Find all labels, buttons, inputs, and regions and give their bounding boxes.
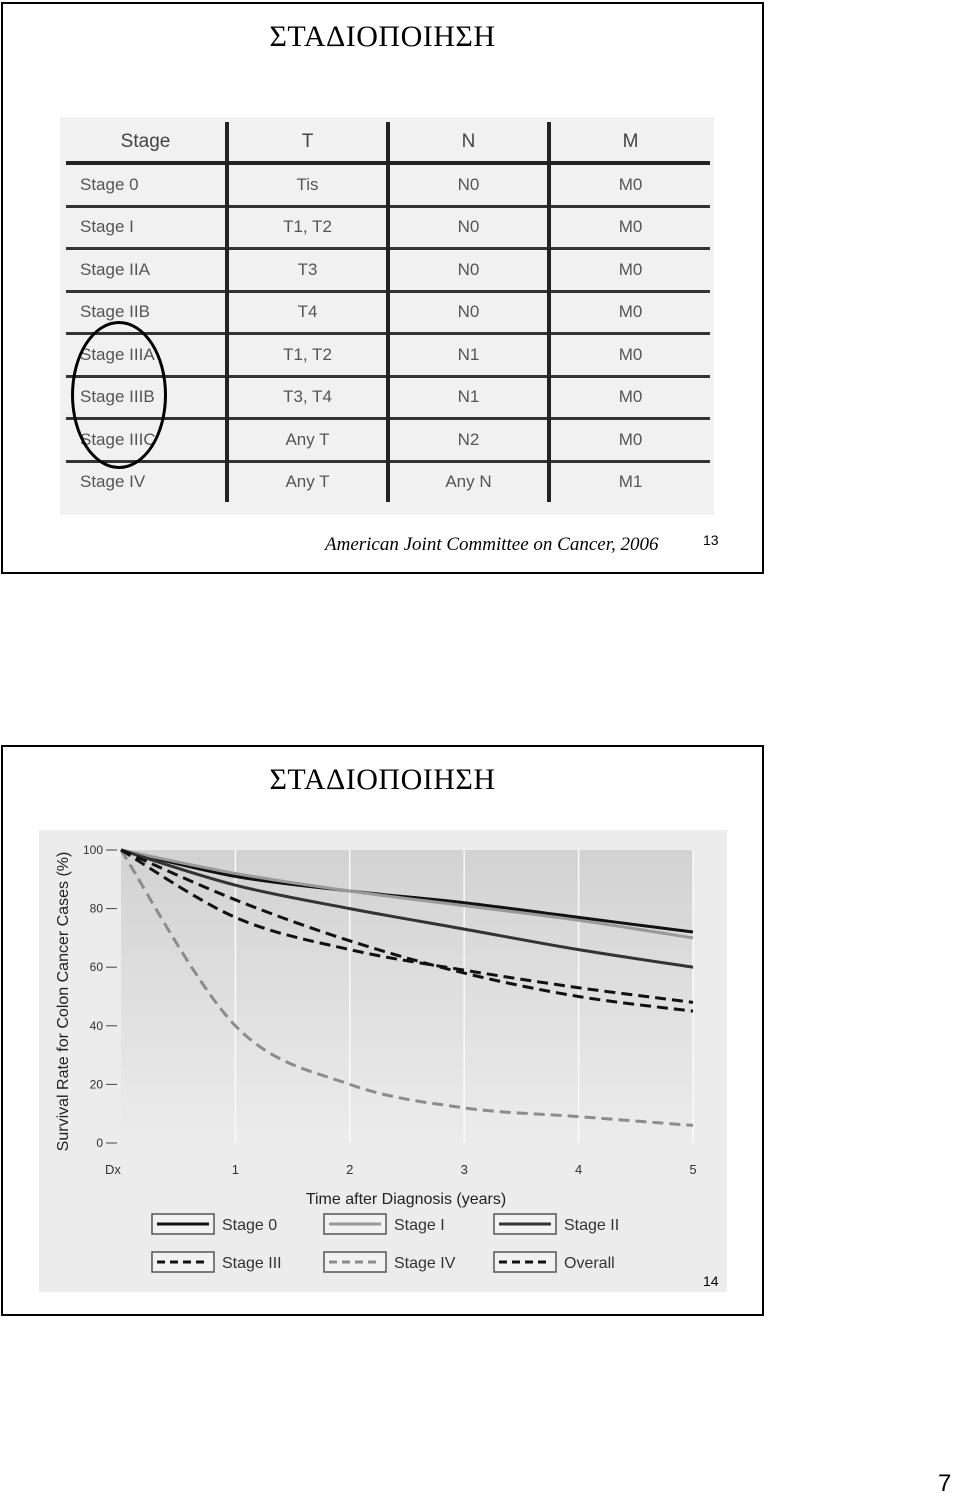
y-tick-label: 60 [89, 960, 103, 975]
slide-title: ΣΤΑΔΙΟΠΟΙΗΣΗ [269, 763, 496, 796]
table-cell: N0 [388, 206, 549, 249]
table-cell: T1, T2 [227, 206, 388, 249]
legend-label: Stage 0 [222, 1217, 278, 1234]
table-body [66, 163, 710, 502]
table-cell: M1 [618, 472, 643, 492]
table-cell: Stage IIIB [66, 376, 227, 419]
legend-item [324, 1214, 445, 1234]
column-header: N [388, 122, 549, 163]
x-tick-label: 5 [689, 1162, 697, 1177]
x-axis-label: Time after Diagnosis (years) [305, 1191, 507, 1208]
table-cell: Stage 0 [66, 163, 227, 206]
table-cell: N2 [388, 419, 549, 462]
slide-14 [1, 745, 764, 1316]
legend-item [494, 1252, 615, 1272]
x-tick-label: 1 [231, 1162, 240, 1177]
staging-table [66, 122, 710, 502]
column-header: Stage [66, 122, 227, 163]
table-cell: N1 [388, 376, 549, 419]
highlight-circle [71, 321, 167, 469]
legend-label: Stage I [394, 1217, 445, 1234]
table-cell: N0 [388, 291, 549, 334]
table-cell: M0 [549, 376, 710, 419]
table-header-row [66, 122, 710, 163]
survival-chart [39, 830, 727, 1292]
source-caption: American Joint Committee on Cancer, 2006 [325, 534, 659, 555]
y-tick-label: 20 [89, 1077, 103, 1092]
y-tick-label: 0 [96, 1136, 103, 1150]
survival-chart-image [39, 830, 727, 1292]
table-cell: Any T [227, 419, 388, 462]
table-cell: T3, T4 [227, 376, 388, 419]
table-cell: Stage IIB [66, 291, 227, 334]
x-tick-label: Dx [105, 1162, 121, 1177]
table-cell: M0 [549, 206, 710, 249]
table-row [66, 249, 710, 292]
legend [152, 1214, 619, 1272]
y-axis-label: Survival Rate for Colon Cancer Cases (%) [55, 851, 72, 1152]
y-tick-label: 80 [89, 901, 103, 916]
page-number: 7 [938, 1470, 952, 1497]
x-tick-label: 3 [460, 1162, 468, 1177]
table-cell: N0 [388, 249, 549, 292]
slide-title: ΣΤΑΔΙΟΠΟΙΗΣΗ [269, 20, 496, 53]
slide-number: 14 [703, 1273, 719, 1289]
table-cell: T3 [227, 249, 388, 292]
legend-item [152, 1252, 282, 1272]
column-header: M [549, 122, 710, 163]
table-row [66, 206, 710, 249]
table-cell: M0 [549, 291, 710, 334]
legend-label: Stage III [222, 1255, 282, 1272]
table-cell: M0 [549, 249, 710, 292]
legend-label: Stage II [564, 1217, 620, 1234]
slide-number: 13 [703, 532, 719, 548]
table-cell: Any N [388, 461, 549, 502]
legend-item [324, 1252, 456, 1272]
table-cell: N0 [388, 163, 549, 206]
table-cell: M0 [549, 334, 710, 377]
legend-item [494, 1214, 619, 1234]
table-row [66, 461, 710, 502]
table-cell: M0 [549, 419, 710, 462]
table-cell: M0 [549, 163, 710, 206]
table-cell: Stage IIA [66, 249, 227, 292]
legend-item [152, 1214, 277, 1234]
table-cell: Stage IIIA [66, 334, 227, 377]
table-cell: N1 [388, 334, 549, 377]
x-tick-label: 4 [574, 1162, 583, 1177]
table-cell: Stage IIIC [66, 419, 227, 462]
y-tick-label: 40 [89, 1018, 103, 1033]
x-tick-label: 2 [346, 1162, 354, 1177]
y-tick-label: 100 [82, 843, 103, 857]
legend-label: Stage IV [394, 1255, 456, 1272]
table-cell: Stage I [66, 206, 227, 249]
table-cell: Stage IV [66, 461, 227, 502]
table-row [66, 291, 710, 334]
table-cell: Any T [227, 461, 388, 502]
staging-table-image [60, 117, 714, 515]
column-header: T [227, 122, 388, 163]
table-row [66, 163, 710, 206]
legend-label: Overall [564, 1255, 615, 1272]
slide-13 [1, 2, 764, 574]
table-cell: T4 [227, 291, 388, 334]
table-cell: T1, T2 [227, 334, 388, 377]
table-cell: Tis [227, 163, 388, 206]
